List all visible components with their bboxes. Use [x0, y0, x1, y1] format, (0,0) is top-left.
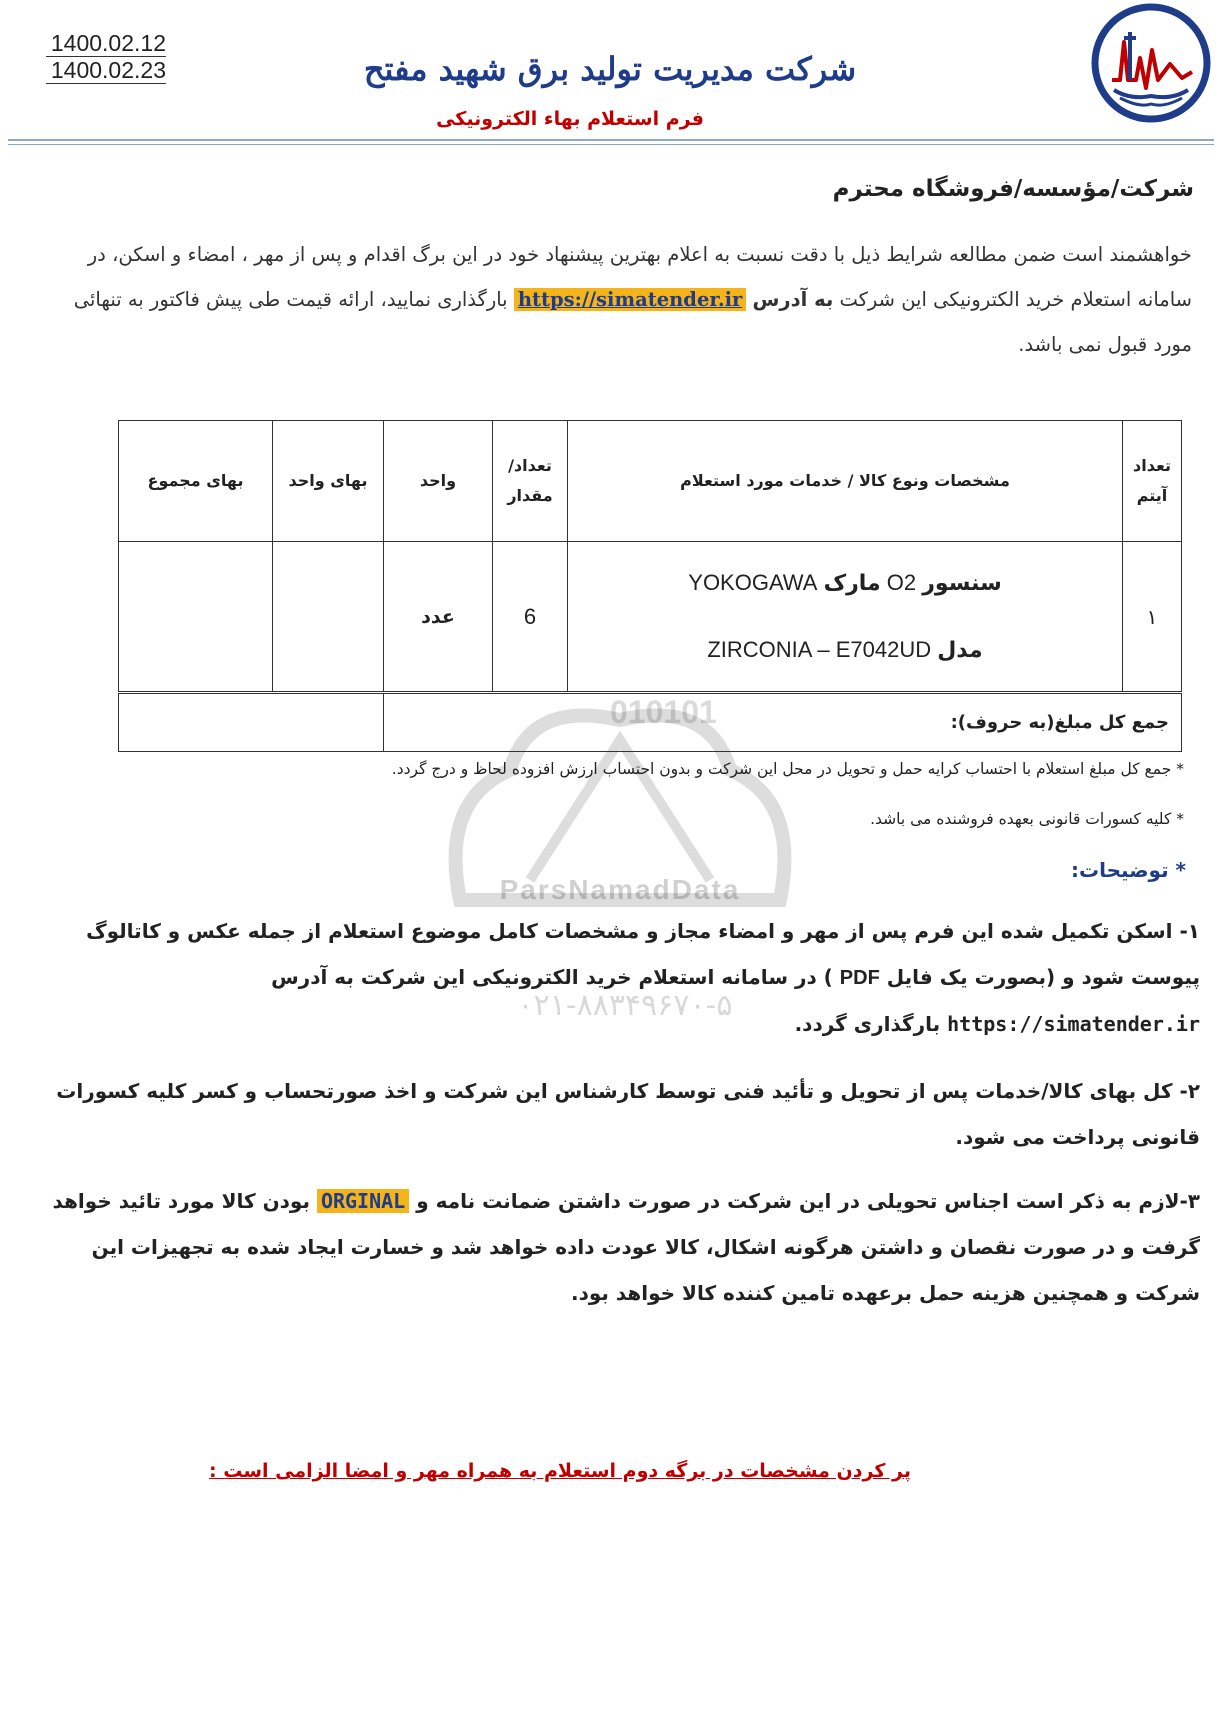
item3-orginal-highlight: ORGINAL [317, 1189, 409, 1213]
date-1: 1400.02.12 [46, 30, 166, 57]
total-amount-value[interactable] [119, 693, 384, 752]
header-unit: واحد [384, 421, 493, 542]
desc-brand-value: YOKOGAWA [688, 569, 818, 595]
item3-text-2: بودن کالا مورد تائید خواهد گرفت و در صورت نقصان و داشتن هرگونه اشکال، کالا عودت داده خواهد شد و خسارت ایجاد شده به تجهیزات این شرکت و همچنین هزینه حمل برعهده تامین کننده کالا خواهد بود. [52, 1189, 1200, 1305]
header-item-no: تعداد آیتم [1123, 421, 1182, 542]
footer-note: پر کردن مشخصات در برگه دوم استعلام به همراه مهر و امضا الزامی است : [209, 1460, 911, 1482]
desc-line-1 [569, 550, 1121, 617]
table-row [119, 542, 1182, 693]
note-shipping: * جمع کل مبلغ استعلام با احتساب کرایه حمل و تحویل در محل این شرکت و بدون احتساب ارزش افزوده لحاظ و درج گردد. [391, 760, 1184, 778]
item3-text-1: ۳-لازم به ذکر است اجناس تحویلی در این شرکت در صورت داشتن ضمانت نامه و [416, 1189, 1200, 1213]
company-logo-icon [1090, 2, 1212, 124]
note-deductions: * کلیه کسورات قانونی بعهده فروشنده می باشد. [870, 810, 1184, 828]
cell-unit-price[interactable] [273, 542, 384, 693]
desc-word-sensor: سنسور [922, 570, 1002, 596]
table-total-row [119, 693, 1182, 752]
watermark-digits: 010101 [610, 694, 717, 730]
header-divider [8, 139, 1214, 141]
item1-simatender-link[interactable]: https://simatender.ir [947, 1012, 1200, 1036]
desc-word-brand: مارک [823, 570, 881, 596]
intro-paragraph [32, 232, 1192, 367]
item1-pdf: PDF [839, 967, 880, 989]
item1-text-1: ۱- اسکن تکمیل شده این فرم پس از مهر و امضاء مجاز و مشخصات کامل موضوع استعلام از جمله عکس و کاتالوگ پیوست شود و (بصورت یک فایل [86, 919, 1200, 989]
explanation-item-2: ۲- کل بهای کالا/خدمات پس از تحویل و تأئید فنی توسط کارشناس این شرکت و اخذ صورتحساب و کسر کلیه کسورات قانونی پرداخت می شود. [56, 1079, 1200, 1149]
cell-quantity: 6 [493, 542, 568, 693]
desc-model-value: ZIRCONIA – E7042UD [707, 636, 932, 662]
watermark-brand: ParsNamadData [499, 874, 741, 905]
watermark-phone: ۰۲۱-۸۸۳۴۹۶۷۰-۵ [517, 988, 733, 1023]
explanation-item-3 [20, 1178, 1200, 1316]
cell-item-no: ١ [1123, 542, 1182, 693]
date-2: 1400.02.23 [46, 57, 166, 84]
total-amount-label: جمع کل مبلغ(به حروف): [384, 693, 1182, 752]
explanation-item-1 [20, 908, 1200, 1047]
explanations-heading: * توضیحات: [1071, 858, 1186, 882]
item1-text-3: بارگذاری گردد. [794, 1012, 941, 1036]
greeting: شرکت/مؤسسه/فروشگاه محترم [832, 176, 1194, 202]
item1-text-2: ) در سامانه استعلام خرید الکترونیکی این شرکت به آدرس [271, 965, 833, 989]
cell-total-price[interactable] [119, 542, 273, 693]
inquiry-table [118, 420, 1182, 752]
document-dates [46, 30, 166, 84]
intro-text-2: بارگذاری نمایید، ارائه قیمت طی پیش فاکتور به تنهائی مورد قبول نمی باشد. [73, 288, 1192, 356]
company-name: شرکت مدیریت تولید برق شهید مفتح [363, 50, 857, 88]
header-divider-thin [8, 144, 1214, 145]
form-title: فرم استعلام بهاء الکترونیکی [436, 108, 704, 130]
desc-o2: O2 [886, 569, 917, 595]
simatender-link[interactable]: https://simatender.ir [514, 288, 747, 311]
cell-description [568, 542, 1123, 693]
desc-word-model: مدل [937, 637, 983, 663]
header-unit-price: بهای واحد [273, 421, 384, 542]
table-header-row [119, 421, 1182, 542]
header-description: مشخصات ونوع کالا / خدمات مورد استعلام [568, 421, 1123, 542]
header-quantity: تعداد/ مقدار [493, 421, 568, 542]
intro-address-label: به آدرس [752, 288, 834, 311]
cell-unit: عدد [384, 542, 493, 693]
header-total-price: بهای مجموع [119, 421, 273, 542]
intro-text-1: خواهشمند است ضمن مطالعه شرایط ذیل با دقت نسبت به اعلام بهترین پیشنهاد خود در این برگ اقدام و پس از مهر ، امضاء و اسکن، در سامانه استعلام خرید الکترونیکی این شرکت [87, 243, 1192, 311]
desc-line-2 [569, 617, 1121, 684]
